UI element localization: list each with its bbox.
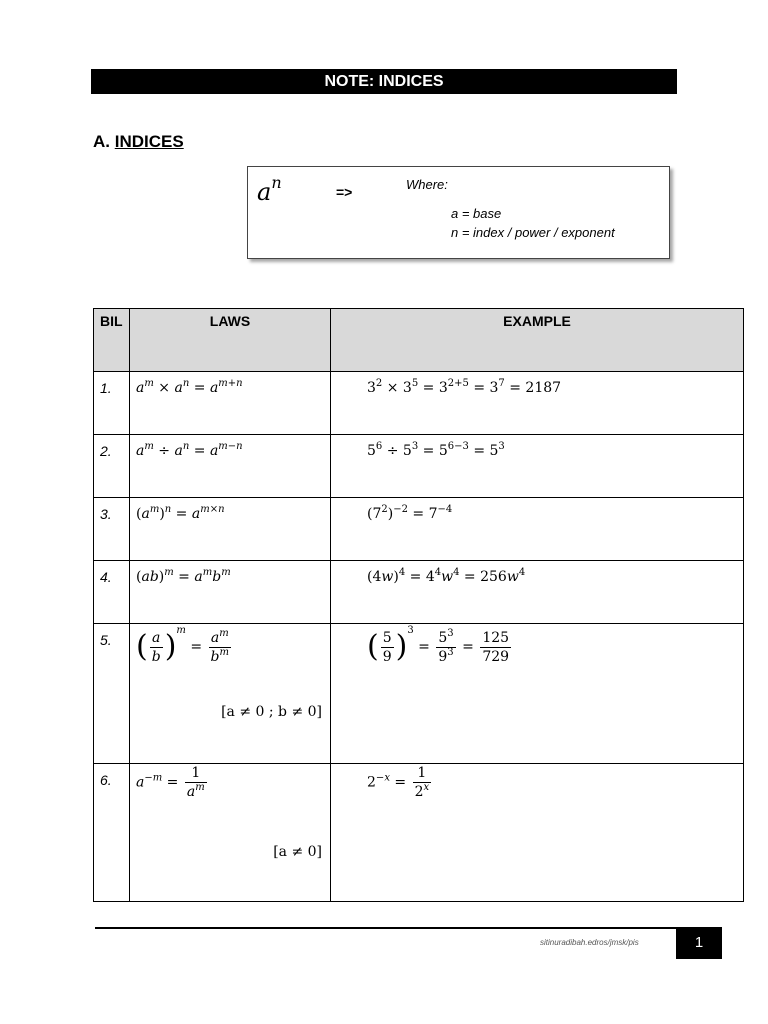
table-row (94, 372, 744, 435)
example-cell (331, 435, 744, 498)
law-cell (130, 561, 331, 624)
example-cell (331, 498, 744, 561)
law-formula: $a^m \times a^n = a^{m+n}$ (136, 378, 243, 396)
law-cell (130, 624, 331, 764)
row-number: 1. (94, 372, 130, 435)
page-title: NOTE: INDICES (91, 69, 677, 94)
example-formula: ( $\frac{5}{9}$ )$^3$ = $\frac{5^3}{9^3}$ = $\frac{125}{729}$ (367, 625, 510, 665)
example-formula: $5^6 \div 5^3 = 5^{6-3} = 5^3$ (367, 441, 505, 459)
example-formula: $3^2 \times 3^5 = 3^{2+5} = 3^7 = 2187$ (367, 378, 562, 396)
law-cell (130, 435, 331, 498)
section-heading (93, 132, 184, 152)
page-number: 1 (676, 927, 722, 959)
law-formula: $a^m \div a^n = a^{m-n}$ (136, 441, 243, 459)
laws-table (93, 308, 744, 902)
table-row (94, 764, 744, 902)
table-row (94, 561, 744, 624)
footer-author: sitinuradibah.edros/jmsk/pis (540, 938, 639, 947)
law-condition: [a ≠ 0] (273, 844, 322, 860)
exponent-symbol: n (271, 173, 282, 192)
base-symbol: a (257, 178, 272, 206)
law-formula: $a^{-m}$ = $\frac{1}{a^m}$ (136, 765, 205, 800)
index-definition: n = index / power / exponent (451, 225, 615, 240)
example-cell (331, 624, 744, 764)
law-cell (130, 498, 331, 561)
example-cell (331, 764, 744, 902)
footer-divider (95, 927, 677, 929)
law-condition: [a ≠ 0 ; b ≠ 0] (221, 704, 322, 720)
table-row (94, 624, 744, 764)
row-number: 2. (94, 435, 130, 498)
row-number: 6. (94, 764, 130, 902)
header-example: EXAMPLE (331, 309, 744, 372)
where-label: Where: (406, 177, 448, 192)
law-formula: $(ab)^m = a^mb^m$ (136, 567, 231, 585)
law-formula: ( $\frac{a}{b}$ )$^m$ = $\frac{a^m}{b^m}$ (136, 625, 229, 665)
section-letter: A. (93, 132, 110, 151)
example-formula: $2^{-x}$ = $\frac{1}{2^x}$ (367, 765, 430, 800)
header-laws: LAWS (130, 309, 331, 372)
row-number: 3. (94, 498, 130, 561)
example-cell (331, 372, 744, 435)
definition-box (247, 166, 670, 259)
table-row (94, 498, 744, 561)
table-header-row (94, 309, 744, 372)
arrow: => (336, 184, 353, 200)
section-title: INDICES (114, 132, 184, 151)
power-expression (257, 173, 282, 206)
law-cell (130, 372, 331, 435)
base-definition: a = base (451, 206, 502, 221)
table-row (94, 435, 744, 498)
example-formula: $(4w)^4 = 4^4w^4 = 256w^4$ (367, 567, 526, 585)
row-number: 4. (94, 561, 130, 624)
example-cell (331, 561, 744, 624)
example-formula: $(7^2)^{-2} = 7^{-4}$ (367, 504, 453, 522)
law-formula: $(a^m)^n = a^{m\times n}$ (136, 504, 225, 522)
row-number: 5. (94, 624, 130, 764)
law-cell (130, 764, 331, 902)
header-bil: BIL (94, 309, 130, 372)
